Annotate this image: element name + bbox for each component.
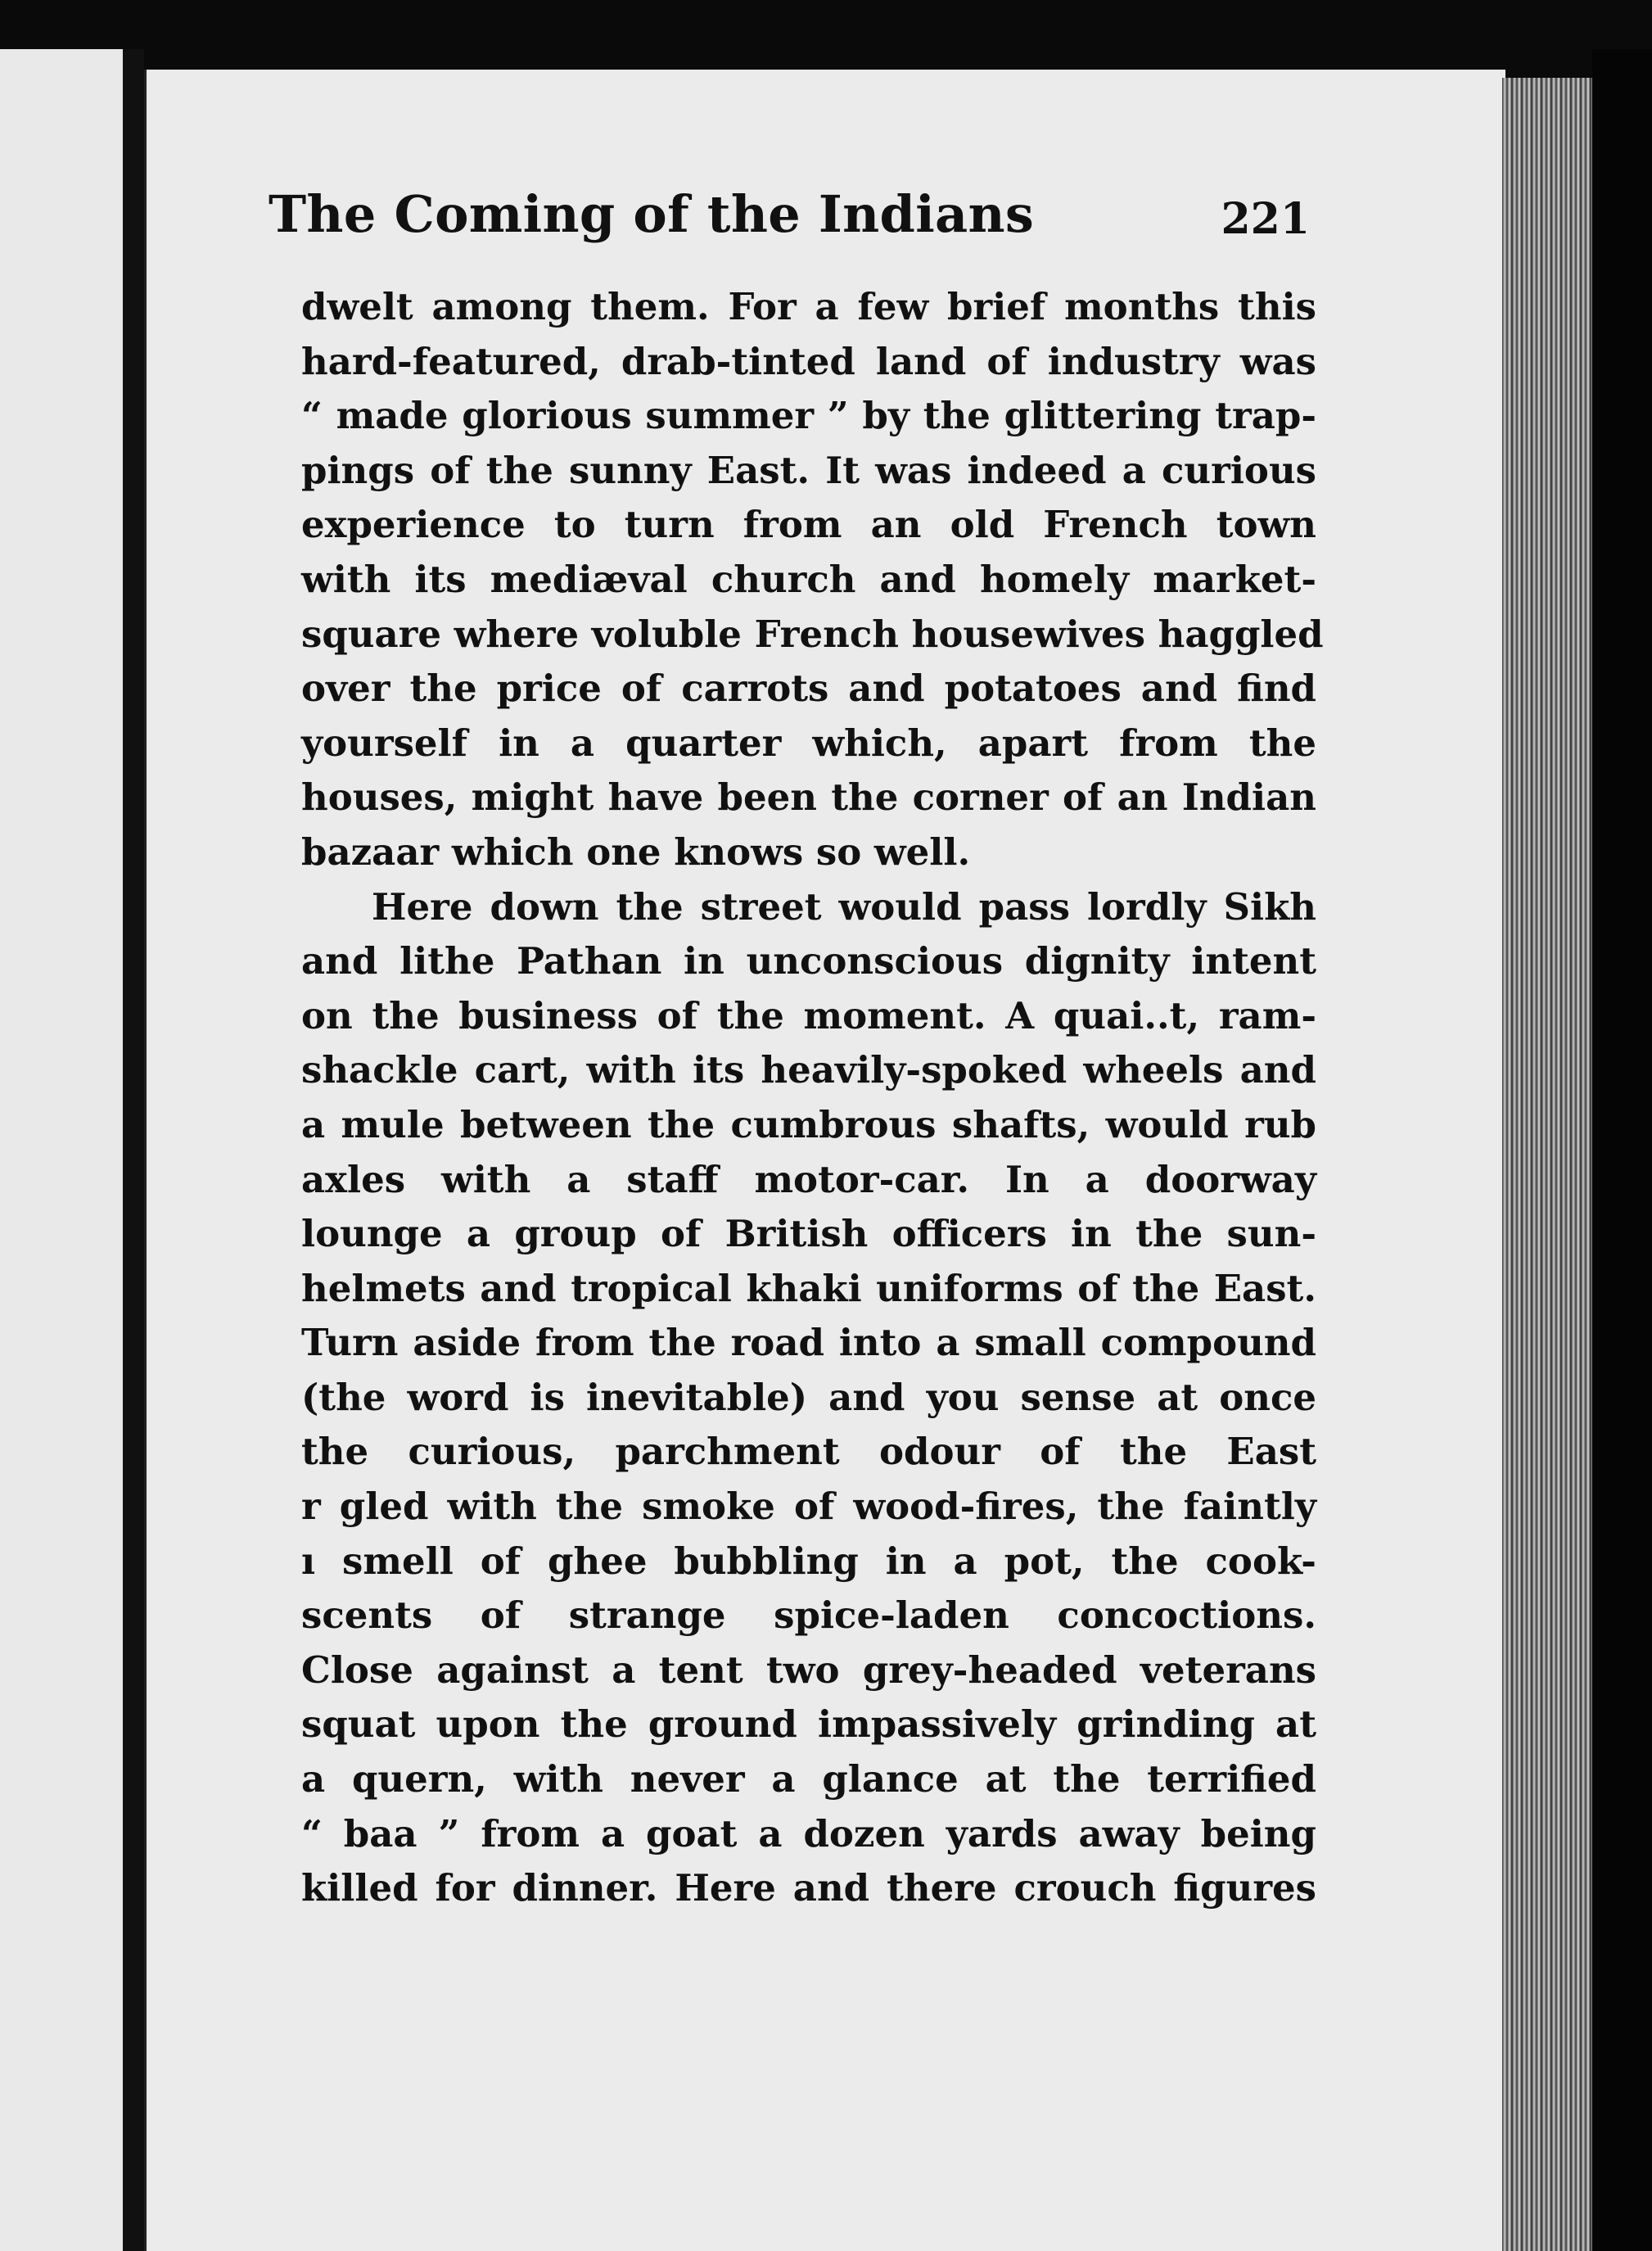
scan-border bbox=[1592, 49, 1652, 2251]
text-line: lounge a group of British officers in the sun- bbox=[301, 1212, 1316, 1256]
text-line: axles with a staff motor-car. In a doorway bbox=[301, 1157, 1316, 1201]
text-line: a mule between the cumbrous shafts, would rub bbox=[301, 1102, 1316, 1146]
text-line: yourself in a quarter which, apart from the bbox=[301, 721, 1316, 765]
text-line: ı smell of ghee bubbling in a pot, the cook- bbox=[301, 1539, 1316, 1583]
text-line: bazaar which one knows so well. bbox=[301, 829, 971, 874]
text-line: Close against a tent two grey-headed veterans bbox=[301, 1648, 1316, 1692]
text-line: killed for dinner. Here and there crouch figures bbox=[301, 1866, 1316, 1910]
text-line: squat upon the ground impassively grinding at bbox=[301, 1702, 1316, 1747]
text-line: Turn aside from the road into a small compound bbox=[301, 1321, 1316, 1365]
page-number: 221 bbox=[1221, 194, 1310, 244]
text-line: r gled with the smoke of wood-fires, the faintly bbox=[301, 1485, 1316, 1529]
page-header bbox=[269, 184, 1333, 258]
text-line: shackle cart, with its heavily-spoked wheels and bbox=[301, 1048, 1316, 1092]
text-line: houses, might have been the corner of an Indian bbox=[301, 775, 1316, 820]
text-line: hard-featured, drab-tinted land of industry was bbox=[301, 339, 1316, 383]
facing-page-edge bbox=[0, 49, 123, 2251]
text-line: helmets and tropical khaki uniforms of the East. bbox=[301, 1266, 1316, 1310]
text-line: on the business of the moment. A quai..t, ram- bbox=[301, 993, 1316, 1037]
text-line: with its mediæval church and homely market- bbox=[301, 557, 1316, 601]
paragraph-1 bbox=[301, 280, 1324, 880]
text-line: experience to turn from an old French town bbox=[301, 503, 1316, 547]
text-line: “ baa ” from a goat a dozen yards away being bbox=[301, 1811, 1316, 1855]
text-line: pings of the sunny East. It was indeed a curious bbox=[301, 448, 1316, 492]
paragraph-2 bbox=[301, 880, 1316, 1916]
text-line: “ made glorious summer ” by the glittering trap- bbox=[301, 394, 1316, 438]
text-line: over the price of carrots and potatoes and find bbox=[301, 667, 1316, 711]
text-line: the curious, parchment odour of the East bbox=[301, 1430, 1316, 1474]
gutter-shadow bbox=[123, 49, 144, 2251]
text-line: and lithe Pathan in unconscious dignity intent bbox=[301, 939, 1316, 983]
running-title: The Coming of the Indians bbox=[269, 184, 1035, 244]
text-line: dwelt among them. For a few brief months this bbox=[301, 285, 1316, 328]
text-line: square where voluble French housewives haggled bbox=[301, 612, 1324, 656]
text-line: Here down the street would pass lordly Sikh bbox=[372, 884, 1316, 929]
text-line: scents of strange spice-laden concoctions. bbox=[301, 1593, 1316, 1638]
text-line: a quern, with never a glance at the terrified bbox=[301, 1757, 1316, 1801]
body-text bbox=[301, 280, 1324, 1916]
text-line: (the word is inevitable) and you sense at once bbox=[301, 1375, 1316, 1419]
